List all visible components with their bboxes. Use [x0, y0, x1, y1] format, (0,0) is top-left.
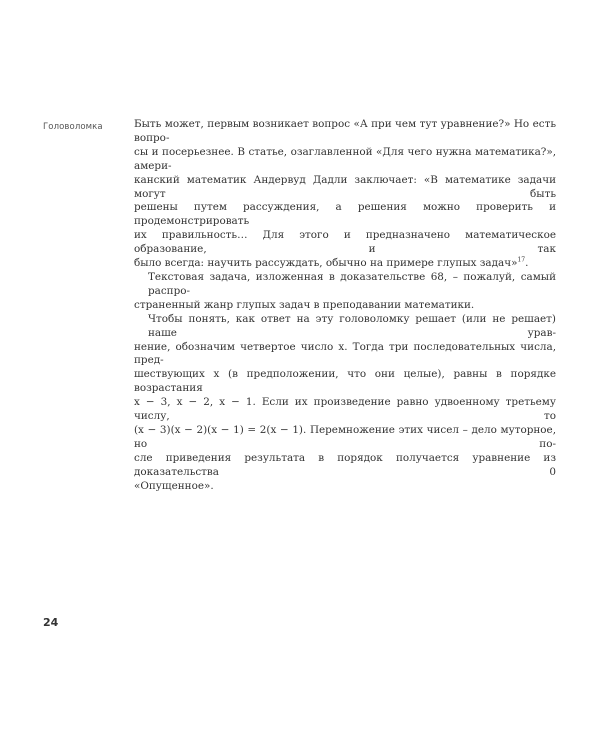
text-line: сы и посерьезнее. В статье, озаглавленной «Для чего нужна математика?», амери-: [134, 145, 556, 172]
text-line: шествующих x (в предположении, что они целые), равны в порядке возрастания: [134, 368, 556, 395]
text-line: x − 3, x − 2, x − 1. Если их произведение равно удвоенному третьему числу, то: [134, 396, 556, 423]
text-line: Чтобы понять, как ответ на эту головоломку решает (или не решает) наше урав-: [148, 312, 556, 339]
text-line: решены путем рассуждения, а решения можно проверить и продемонстрировать: [134, 201, 556, 228]
text-line: страненный жанр глупых задач в преподавании математики.: [134, 298, 475, 311]
text-line: сле приведения результата в порядок получается уравнение из доказательства 0: [134, 451, 556, 478]
footnote-marker: 17: [517, 256, 526, 264]
running-head: Головоломка: [43, 122, 103, 132]
text-line: Быть может, первым возникает вопрос «А при чем тут уравнение?» Но есть вопро-: [134, 118, 556, 144]
paragraph-3: [134, 313, 556, 494]
text-line: нение, обозначим четвертое число x. Тогда три последовательных числа, пред-: [134, 340, 556, 367]
text-line: [134, 257, 556, 271]
text-line: (x − 3)(x − 2)(x − 1) = 2(x − 1). Перемножение этих чисел – дело муторное, но по-: [134, 423, 556, 450]
text-fragment: было всегда: научить рассуждать, обычно на примере глупых задач»: [134, 257, 518, 270]
text-line: канский математик Андервуд Дадли заключает: «В математике задачи могут быть: [134, 173, 556, 200]
text-fragment: .: [525, 257, 529, 270]
page-number: 24: [43, 616, 59, 629]
text-line: Текстовая задача, изложенная в доказательстве 68, – пожалуй, самый распро-: [148, 270, 556, 297]
text-line: «Опущенное».: [134, 479, 214, 492]
body-text: [134, 118, 556, 493]
paragraph-2: [134, 271, 556, 313]
paragraph-1: [134, 118, 556, 271]
text-line: их правильность… Для этого и предназначено математическое образование, и так: [134, 229, 556, 256]
